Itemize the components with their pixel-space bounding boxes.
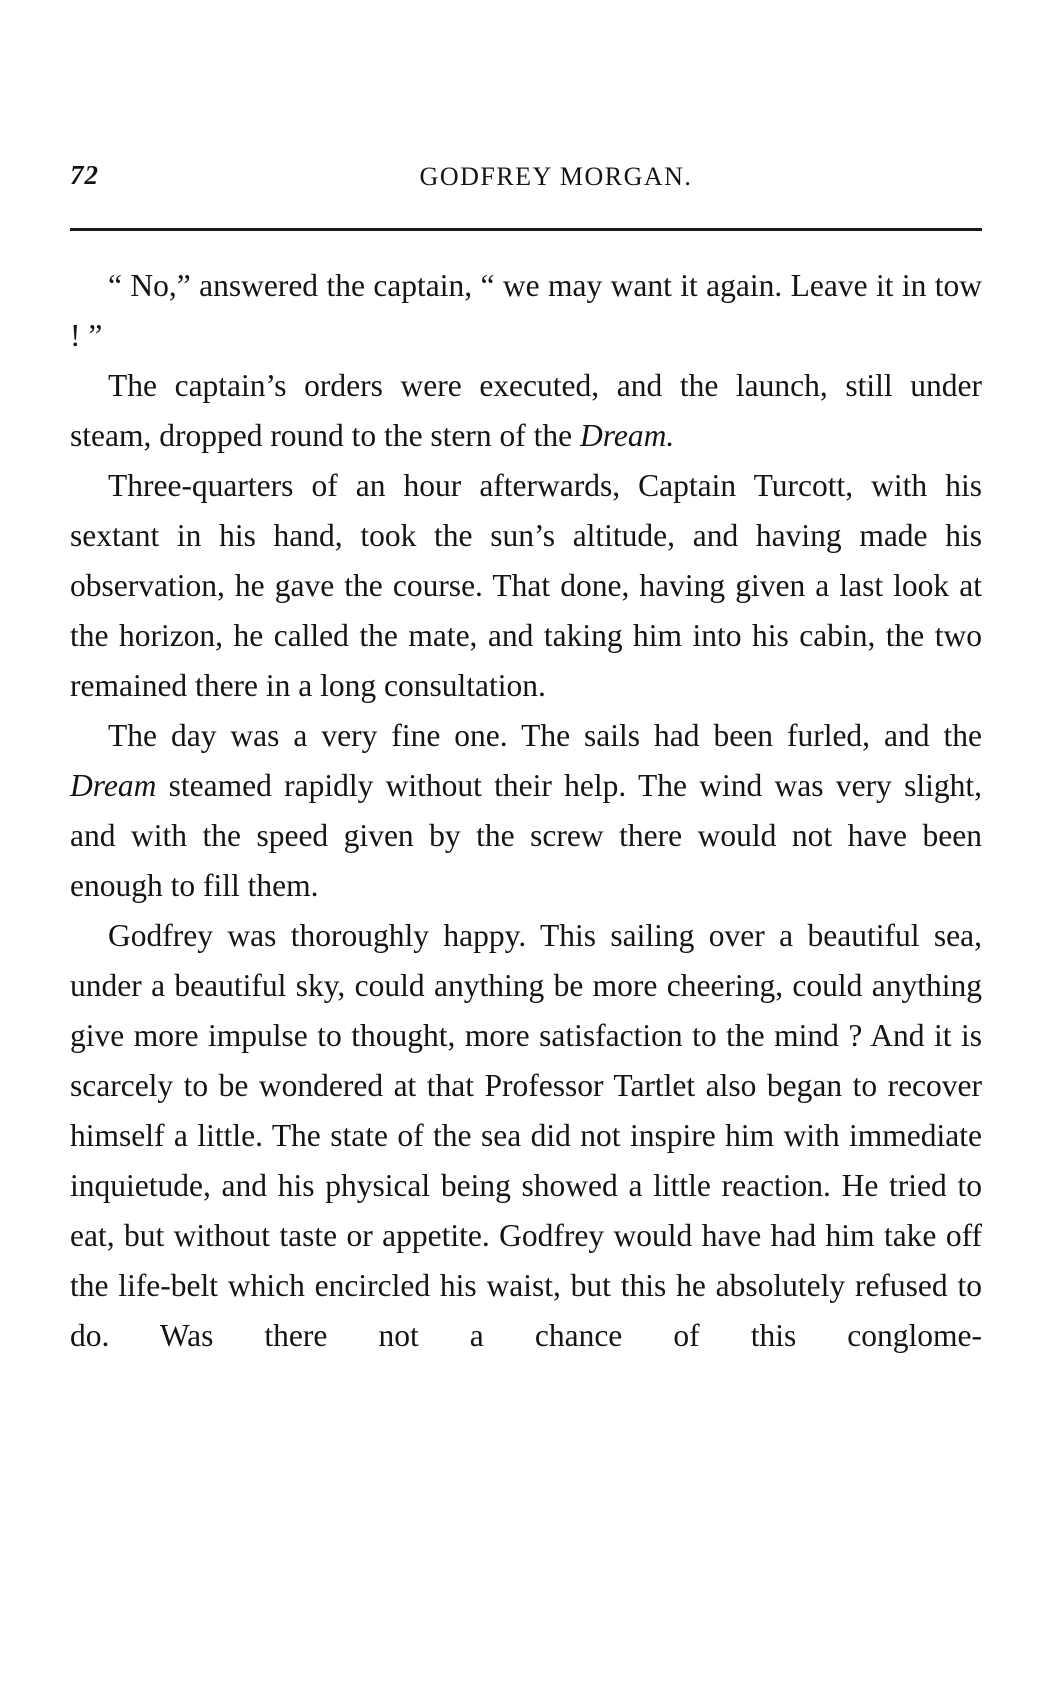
paragraph <box>70 461 982 711</box>
page-number: 72 <box>70 160 99 190</box>
text-run: The captain’s orders were executed, and the launch, still under steam, dropped round to the stern of the <box>70 368 982 453</box>
text-run: steamed rapidly without their help. The wind was very slight, and with the speed given by the screw there would not have been enough to fill them. <box>70 768 982 903</box>
running-title: GODFREY MORGAN. <box>419 162 693 191</box>
text-run: “ No,” answered the captain, “ we may want it again. Leave it in tow ! ” <box>70 268 982 353</box>
paragraph <box>70 361 982 461</box>
paragraph <box>70 261 982 361</box>
text-run: The day was a very fine one. The sails had been furled, and the <box>108 718 982 753</box>
text-run: Three-quarters of an hour afterwards, Captain Turcott, with his sextant in his hand, took the sun’s altitude, and having made his observation, he gave the course. That done, having given a last look at the horizon, he called the mate, and taking him into his cabin, the two remained there in a long consultation. <box>70 468 982 703</box>
header-rule <box>70 228 982 231</box>
ship-name: Dream. <box>580 418 675 453</box>
body-text <box>70 261 982 1361</box>
text-run: Godfrey was thoroughly happy. This sailing over a beautiful sea, under a beautiful sky, could anything be more cheering, could anything give more impulse to thought, more satisfaction to the mind ? And it is scarcely to be wondered at that Professor Tartlet also began to recover himself a little. The state of the sea did not inspire him with immediate inquietude, and his physical being showed a little reaction. He tried to eat, but without taste or appetite. Godfrey would have had him take off the life-belt which encircled his waist, but this he absolutely refused to do. Was there not a chance of this conglome- <box>70 918 982 1353</box>
paragraph <box>70 911 982 1361</box>
paragraph <box>70 711 982 911</box>
ship-name: Dream <box>70 768 157 803</box>
running-head <box>70 160 982 200</box>
